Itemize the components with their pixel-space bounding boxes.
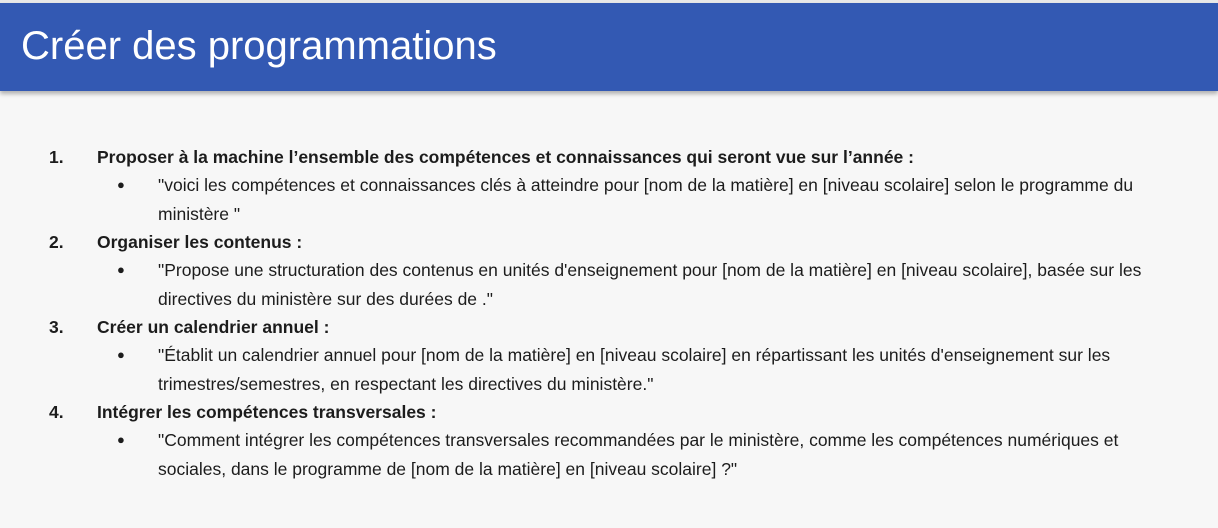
step-4-bullet xyxy=(0,426,1218,483)
step-number: 1. xyxy=(49,147,64,167)
step-title: Proposer à la machine l’ensemble des compétences et connaissances qui seront vue sur l’année : xyxy=(97,147,914,167)
bullet-text: "voici les compétences et connaissances clés à atteindre pour [nom de la matière] en [niveau scolaire] selon le programme du ministère " xyxy=(158,175,1134,224)
step-4 xyxy=(0,398,1218,426)
bullet-icon: ● xyxy=(117,262,125,277)
step-1 xyxy=(0,143,1218,171)
step-3-bullet xyxy=(0,341,1218,398)
step-title: Créer un calendrier annuel : xyxy=(97,317,330,337)
step-2-bullet xyxy=(0,256,1218,313)
bullet-icon: ● xyxy=(117,177,125,192)
slide-header xyxy=(0,3,1218,91)
step-title: Intégrer les compétences transversales : xyxy=(97,402,437,422)
bullet-text: "Propose une structuration des contenus en unités d'enseignement pour [nom de la matière] en [niveau scolaire], basée sur les directives du ministère sur des durées de ." xyxy=(158,260,1142,309)
step-number: 2. xyxy=(49,232,64,252)
step-3 xyxy=(0,313,1218,341)
step-title: Organiser les contenus : xyxy=(97,232,303,252)
slide-title: Créer des programmations xyxy=(21,24,497,68)
step-number: 4. xyxy=(49,402,64,422)
bullet-icon: ● xyxy=(117,432,125,447)
step-2 xyxy=(0,228,1218,256)
bullet-icon: ● xyxy=(117,347,125,362)
slide-content xyxy=(0,143,1218,483)
bullet-text: "Comment intégrer les compétences transversales recommandées par le ministère, comme les compétences numériques et sociales, dans le programme de [nom de la matière] en [niveau scolaire] ?" xyxy=(158,430,1119,479)
bullet-text: "Établit un calendrier annuel pour [nom de la matière] en [niveau scolaire] en répartissant les unités d'enseignement sur les trimestres/semestres, en respectant les directives du ministère." xyxy=(158,345,1111,394)
step-1-bullet xyxy=(0,171,1218,228)
step-number: 3. xyxy=(49,317,64,337)
